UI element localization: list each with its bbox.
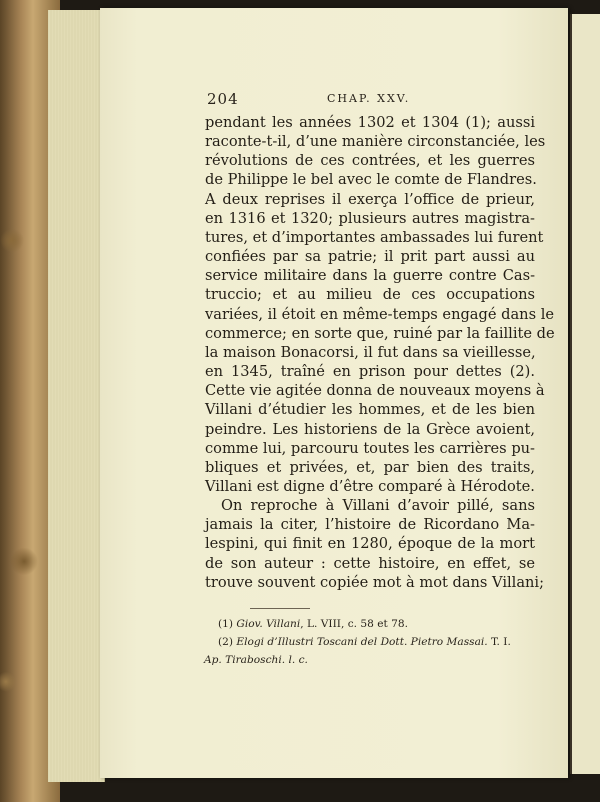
text-line: truccio; et au milieu de ces occupations <box>205 286 535 304</box>
footnote-mark: (1) <box>218 618 234 630</box>
facing-page-edge <box>570 14 600 774</box>
text-line: Villani est digne d’être comparé à Hérodote. <box>205 477 535 495</box>
footnotes <box>204 615 538 669</box>
footnote-1 <box>218 615 538 633</box>
body-text <box>205 113 555 592</box>
text-line: jamais la citer, l’histoire de Ricordano Ma- <box>205 516 535 534</box>
text-line: Villani d’étudier les hommes, et de les bien <box>205 401 535 419</box>
footnote-text: T. I. <box>487 636 511 648</box>
footnote-2 <box>218 633 538 651</box>
text-line: commerce; en sorte que, ruiné par la faillite de <box>205 324 555 342</box>
text-line: révolutions de ces contrées, et les guerres <box>205 152 535 170</box>
footnote-2-continued <box>204 651 538 669</box>
running-head: CHAP. XXV. <box>327 92 411 105</box>
footnote-text: Ap. Tiraboschi. l. c. <box>204 654 308 666</box>
text-line: raconte-t-il, d’une manière circonstanciée, les <box>205 133 546 151</box>
text-line: en 1316 et 1320; plusieurs autres magistra- <box>205 209 535 227</box>
text-line: de son auteur : cette histoire, en effet, se <box>205 554 535 572</box>
text-line: service militaire dans la guerre contre Cas- <box>205 267 535 285</box>
text-line: bliques et privées, et, par bien des traits, <box>205 458 535 476</box>
footnote-mark: (2) <box>218 636 234 648</box>
page-stack-edge <box>48 10 105 782</box>
footnote-title: Giov. Villani <box>236 618 301 630</box>
text-line: lespini, qui finit en 1280, époque de la mort <box>205 535 535 553</box>
footnote-text: , L. VIII, c. 58 et 78. <box>300 618 408 630</box>
text-line: pendant les années 1302 et 1304 (1); aussi <box>205 114 535 131</box>
text-line: On reproche à Villani d’avoir pillé, sans <box>221 497 535 515</box>
text-line: trouve souvent copiée mot à mot dans Villani; <box>205 573 545 591</box>
text-line: la maison Bonacorsi, il fut dans sa vieillesse, <box>205 343 536 361</box>
page-header <box>207 90 529 110</box>
text-line: de Philippe le bel avec le comte de Flandres. <box>205 171 537 189</box>
text-line: tures, et d’importantes ambassades lui furent <box>205 228 544 246</box>
footnote-divider <box>250 608 310 609</box>
text-line: peindre. Les historiens de la Grèce avoient, <box>205 420 535 438</box>
page-number: 204 <box>207 90 239 108</box>
text-line: en 1345, traîné en prison pour dettes (2). <box>205 363 535 381</box>
text-line: variées, il étoit en même-temps engagé dans le <box>205 305 554 323</box>
footnote-title: Elogi d’Illustri Toscani del Dott. Pietro Massai. <box>236 636 488 648</box>
text-line: confiées par sa patrie; il prit part aussi au <box>205 248 535 266</box>
text-line: A deux reprises il exerça l’office de prieur, <box>205 190 535 208</box>
text-line: comme lui, parcouru toutes les carrières pu- <box>205 439 535 457</box>
text-line: Cette vie agitée donna de nouveaux moyens à <box>205 382 545 400</box>
